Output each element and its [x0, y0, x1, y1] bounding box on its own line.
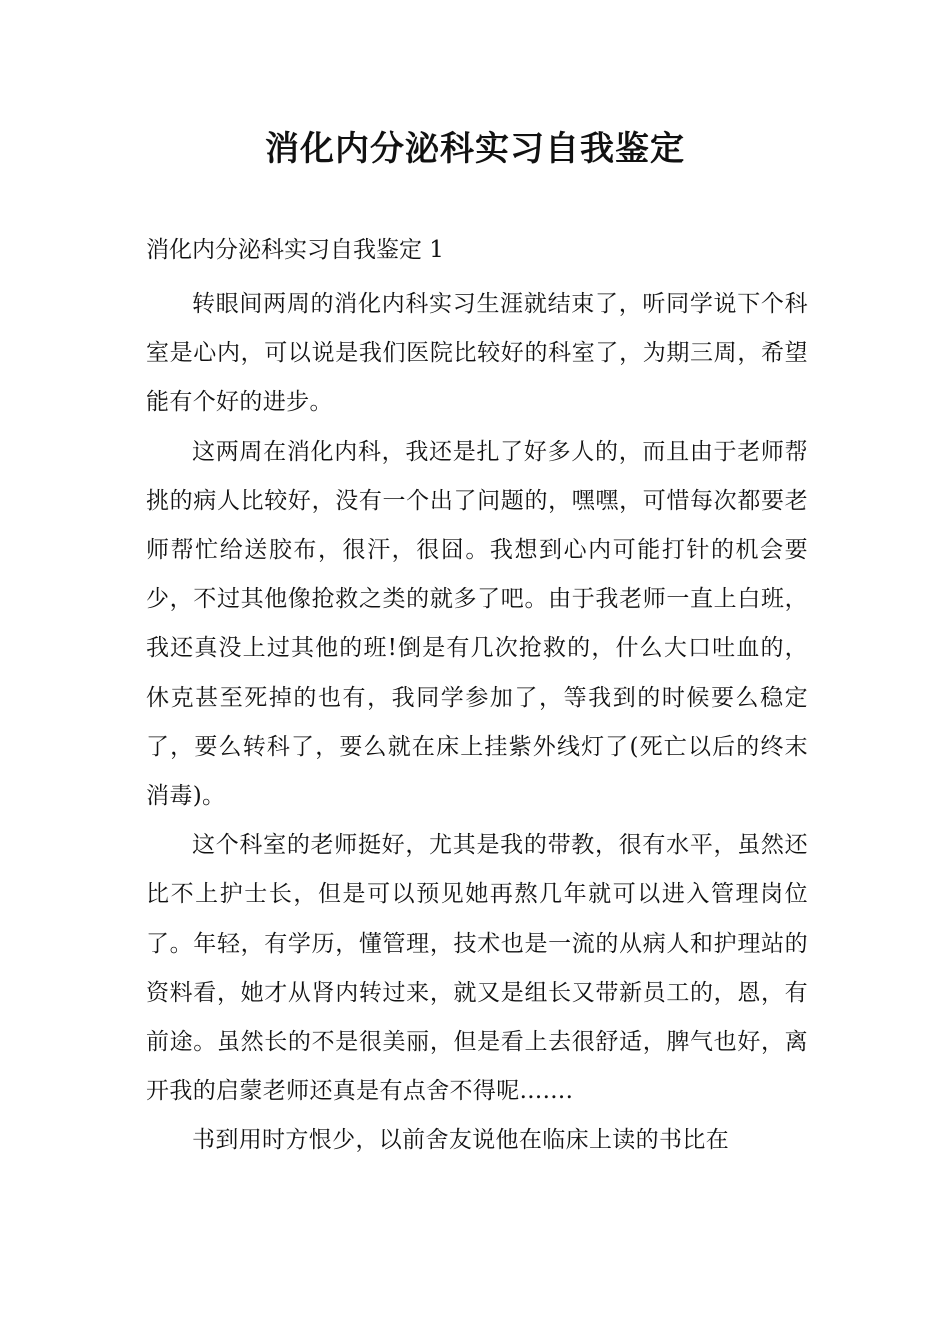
paragraph-1: 转眼间两周的消化内科实习生涯就结束了，听同学说下个科室是心内，可以说是我们医院比较好的科室了，为期三周，希望能有个好的进步。 — [146, 291, 808, 416]
document-title: 消化内分泌科实习自我鉴定 — [265, 129, 685, 169]
document-body — [146, 280, 808, 1166]
paragraph-3: 这个科室的老师挺好，尤其是我的带教，很有水平，虽然还比不上护士长，但是可以预见她再熬几年就可以进入管理岗位了。年轻，有学历，懂管理，技术也是一流的从病人和护理站的资料看，她才从肾内转过来，就又是组长又带新员工的，恩，有前途。虽然长的不是很美丽，但是看上去很舒适，脾气也好，离开我的启蒙老师还真是有点舍不得呢....... — [146, 832, 808, 1105]
paragraph-4: 书到用时方恨少，以前舍友说他在临床上读的书比在 — [192, 1127, 730, 1154]
section-heading: 消化内分泌科实习自我鉴定 1 — [146, 237, 444, 263]
paragraph-2: 这两周在消化内科，我还是扎了好多人的，而且由于老师帮挑的病人比较好，没有一个出了问题的，嘿嘿，可惜每次都要老师帮忙给送胶布，很汗，很囧。我想到心内可能打针的机会要少，不过其他像抢救之类的就多了吧。由于我老师一直上白班，我还真没上过其他的班!倒是有几次抢救的，什么大口吐血的，休克甚至死掉的也有，我同学参加了，等我到的时候要么稳定了，要么转科了，要么就在床上挂紫外线灯了(死亡以后的终末消毒)。 — [146, 438, 808, 810]
